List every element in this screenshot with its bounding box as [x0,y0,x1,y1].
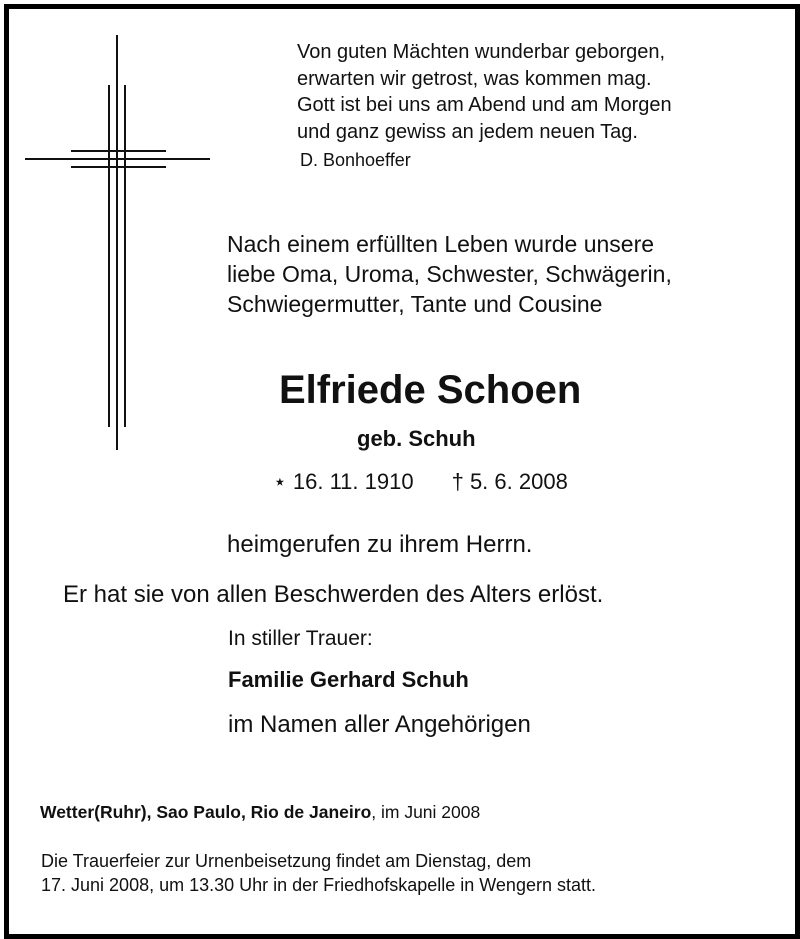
death-date: † 5. 6. 2008 [451,469,568,494]
service-info [41,849,596,897]
places: Wetter(Ruhr), Sao Paulo, Rio de Janeiro [40,802,372,822]
intro-line: liebe Oma, Uroma, Schwester, Schwägerin, [227,261,672,287]
called-home-text: heimgerufen zu ihrem Herrn. [227,531,533,558]
relief-text: Er hat sie von allen Beschwerden des Alters erlöst. [63,581,604,608]
intro-text [227,229,672,319]
bonhoeffer-poem [297,39,672,145]
family-name: Familie Gerhard Schuh [228,667,469,692]
places-line [40,802,480,823]
poem-line: Gott ist bei uns am Abend und am Morgen [297,94,672,116]
poem-author: D. Bonhoeffer [300,150,411,170]
mourning-label: In stiller Trauer: [228,627,373,650]
maiden-name: geb. Schuh [357,426,476,451]
poem-line: und ganz gewiss an jedem neuen Tag. [297,120,638,143]
deceased-name: Elfriede Schoen [279,368,582,412]
place-date: , im Juni 2008 [371,802,481,822]
service-line: 17. Juni 2008, um 13.30 Uhr in der Friedhofskapelle in Wengern statt. [41,875,596,895]
poem-line: erwarten wir getrost, was kommen mag. [297,67,652,90]
service-line: Die Trauerfeier zur Urnenbeisetzung findet am Dienstag, dem [41,851,532,871]
life-dates [273,469,568,495]
birth-date: ⋆ 16. 11. 1910 [273,469,414,494]
intro-line: Nach einem erfüllten Leben wurde unsere [227,231,655,257]
intro-line: Schwiegermutter, Tante und Cousine [227,291,603,317]
relatives-text: im Namen aller Angehörigen [228,711,531,738]
poem-line: Von guten Mächten wunderbar geborgen, [297,41,666,63]
